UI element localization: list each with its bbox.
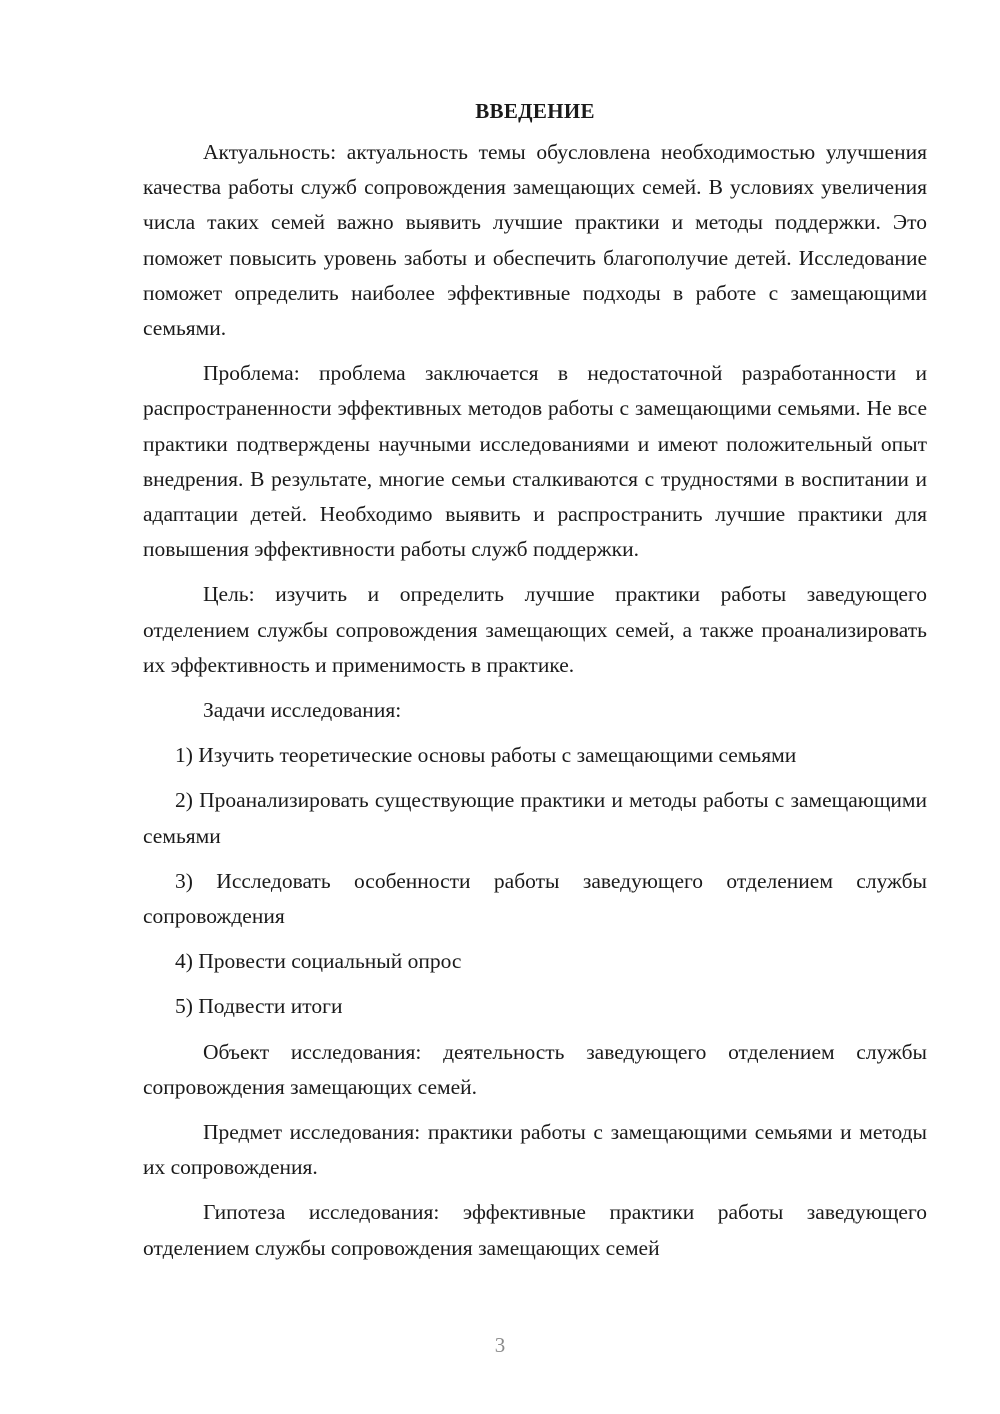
section-title: ВВЕДЕНИЕ bbox=[475, 99, 595, 123]
task-item-5: 5) Подвести итоги bbox=[175, 994, 343, 1019]
page-number: 3 bbox=[494, 1333, 506, 1357]
task-item-3: 3) Исследовать особенности работы заведующего отделением службы сопровождения bbox=[143, 868, 927, 929]
tasks-heading: Задачи исследования: bbox=[203, 698, 402, 723]
object-paragraph: Объект исследования: деятельность заведующего отделением службы сопровождения замещающих семей. bbox=[143, 1039, 927, 1099]
document-page bbox=[143, 93, 927, 1266]
subject-paragraph: Предмет исследования: практики работы с замещающими семьями и методы их сопровождения. bbox=[143, 1120, 927, 1180]
hypothesis-paragraph: Гипотеза исследования: эффективные практики работы заведующего отделением службы сопровождения замещающих семей bbox=[143, 1200, 927, 1260]
relevance-paragraph: Актуальность: актуальность темы обусловлена необходимостью улучшения качества работы служб сопровождения замещающих семей. В условиях увеличения числа таких семей важно выявить лучшие практики и методы поддержки. Это поможет повысить уровень заботы и обеспечить благополучие детей. Исследование поможет определить наиболее эффективные подходы в работе с замещающими семьями. bbox=[143, 140, 927, 341]
task-item-1: 1) Изучить теоретические основы работы с замещающими семьями bbox=[175, 743, 797, 768]
task-item-2: 2) Проанализировать существующие практики и методы работы с замещающими семьями bbox=[143, 788, 927, 848]
problem-paragraph: Проблема: проблема заключается в недостаточной разработанности и распространенности эффективных методов работы с замещающими семьями. Не все практики подтверждены научными исследованиями и имеют положительный опыт внедрения. В результате, многие семьи сталкиваются с трудностями в воспитании и адаптации детей. Необходимо выявить и распространить лучшие практики для повышения эффективности работы служб поддержки. bbox=[143, 361, 927, 562]
goal-paragraph: Цель: изучить и определить лучшие практики работы заведующего отделением службы сопровождения замещающих семей, а также проанализировать их эффективность и применимость в практике. bbox=[143, 582, 927, 677]
task-item-4: 4) Провести социальный опрос bbox=[175, 949, 462, 974]
